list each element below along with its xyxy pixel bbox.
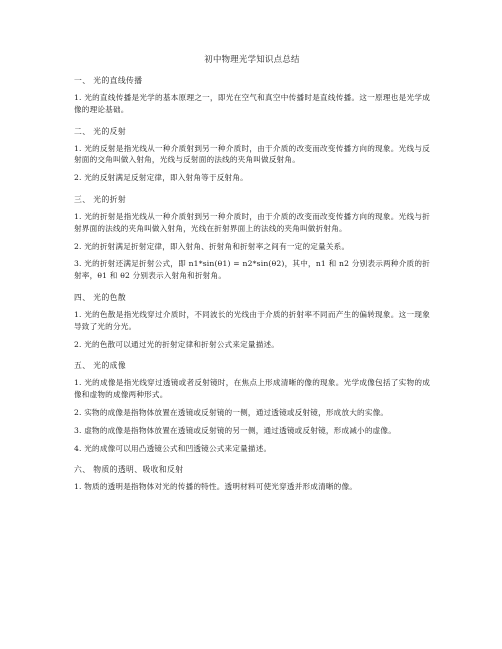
section-heading-2: 二、 光的反射 (74, 126, 127, 136)
section-5-paragraph-1: 1. 光的成像是指光线穿过透镜或者反射镜时，在焦点上形成清晰的像的现象。光学成像包括了实物的成像和虚物的成像两种形式。 (74, 378, 430, 400)
section-2-paragraph-1: 1. 光的反射是指光线从一种介质射到另一种介质时，由于介质的改变而改变传播方向的现象。光线与反射面的交角叫做入射角，光线与反射面的法线的夹角叫做反射角。 (74, 143, 430, 165)
section-4-paragraph-2: 2. 光的色散可以通过光的折射定律和折射公式来定量描述。 (74, 339, 280, 349)
section-5-paragraph-4: 4. 光的成像可以用凸透镜公式和凹透镜公式来定量描述。 (74, 443, 272, 453)
section-4-paragraph-1: 1. 光的色散是指光线穿过介质时，不同波长的光线由于介质的折射率不同而产生的偏转现象。这一现象导致了光的分光。 (74, 309, 430, 331)
section-heading-3: 三、 光的折射 (74, 194, 127, 204)
document-title: 初中物理光学知识点总结 (204, 54, 300, 64)
section-heading-5: 五、 光的成像 (74, 361, 127, 371)
section-3-paragraph-1: 1. 光的折射是指光线从一种介质射到另一种介质时，由于介质的改变而改变传播方向的现象。光线与折射界面的法线的夹角叫做入射角，光线在折射界面上的法线的夹角叫做折射角。 (74, 211, 430, 233)
section-5-paragraph-3: 3. 虚物的成像是指物体放置在透镜或反射镜的另一侧，通过透镜或反射镜，形成减小的虚像。 (74, 425, 397, 435)
section-heading-6: 六、 物质的透明、吸收和反射 (74, 465, 184, 475)
section-6-paragraph-1: 1. 物质的透明是指物体对光的传播的特性。透明材料可使光穿透并形成清晰的像。 (74, 482, 358, 492)
section-heading-1: 一、 光的直线传播 (74, 76, 143, 85)
section-5-paragraph-2: 2. 实物的成像是指物体放置在透镜或反射镜的一侧，通过透镜或反射镜，形成放大的实像。 (74, 407, 389, 417)
section-1-paragraph-1: 1. 光的直线传播是光学的基本原理之一，即光在空气和真空中传播时是直线传播。这一原理也是光学成像的理论基础。 (74, 93, 430, 114)
section-2-paragraph-2: 2. 光的反射满足反射定律，即入射角等于反射角。 (74, 173, 248, 183)
section-3-paragraph-2: 2. 光的折射满足折射定律，即入射角、折射角和折射率之间有一定的定量关系。 (74, 241, 350, 251)
section-heading-4: 四、 光的色散 (74, 292, 127, 302)
section-3-paragraph-3: 3. 光的折射还满足折射公式，即 n1*sin(θ1) = n2*sin(θ2)，其中，n1 和 n2 分别表示两种介质的折射率，θ1 和 θ2 分别表示入射角和折射角。 (74, 259, 430, 281)
